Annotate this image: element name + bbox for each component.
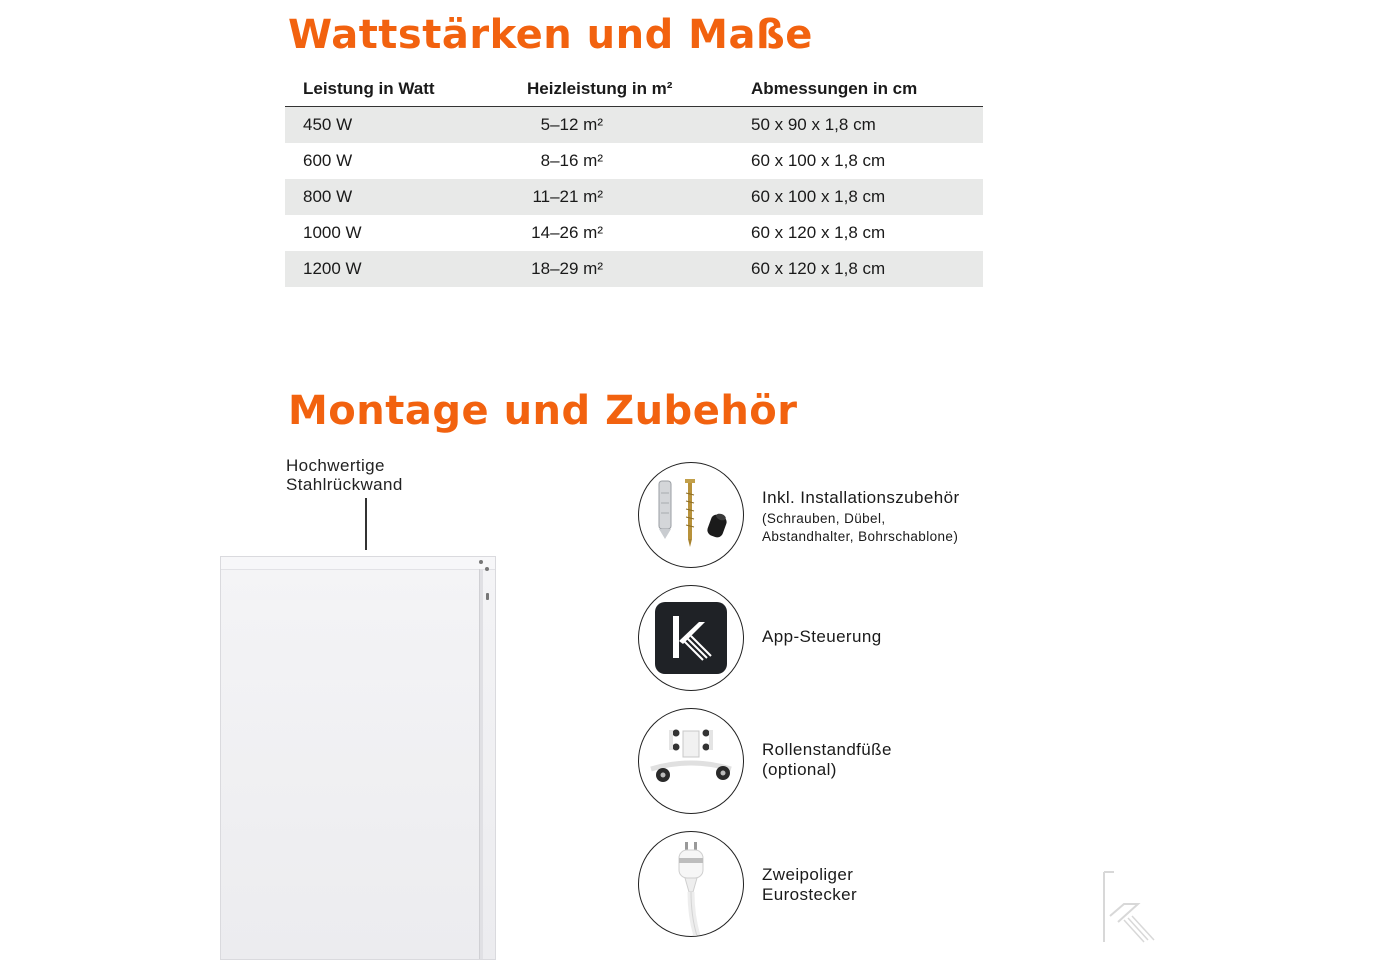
cell-dimensions: 60 x 120 x 1,8 cm bbox=[751, 223, 886, 242]
section-title-wattages: Wattstärken und Maße bbox=[288, 12, 813, 58]
cell-dimensions: 60 x 100 x 1,8 cm bbox=[751, 151, 886, 170]
cell-dimensions: 60 x 100 x 1,8 cm bbox=[733, 179, 983, 215]
cell-heating-area: 5–12 m² bbox=[540, 115, 603, 134]
heater-panel-image bbox=[220, 556, 496, 960]
caster-feet-icon bbox=[638, 708, 744, 814]
feature-text bbox=[762, 740, 892, 780]
brand-watermark-icon bbox=[1100, 870, 1160, 946]
feature-caster-feet bbox=[638, 708, 1038, 816]
feature-title: Zweipoliger bbox=[762, 865, 854, 884]
panel-label-line: Stahlrückwand bbox=[286, 475, 403, 494]
table-row bbox=[285, 215, 983, 251]
cell-heating-area: 11–21 m² bbox=[532, 187, 603, 206]
specs-table bbox=[285, 72, 983, 287]
column-header-heating-area: Heizleistung in m² bbox=[509, 72, 733, 107]
euro-plug-icon bbox=[638, 831, 744, 937]
feature-title: Eurostecker bbox=[762, 885, 858, 904]
feature-title: (optional) bbox=[762, 760, 837, 779]
feature-subtitle: Abstandhalter, Bohrschablone) bbox=[762, 529, 959, 544]
feature-subtitle: (Schrauben, Dübel, bbox=[762, 511, 886, 526]
feature-installation-accessories bbox=[638, 462, 1038, 570]
cell-power: 800 W bbox=[285, 179, 509, 215]
panel-label-line: Hochwertige bbox=[286, 456, 385, 475]
column-header-power: Leistung in Watt bbox=[285, 72, 509, 107]
table-row bbox=[285, 107, 983, 144]
cell-dimensions: 60 x 120 x 1,8 cm bbox=[733, 251, 983, 287]
screw-dot bbox=[479, 560, 483, 564]
feature-text bbox=[762, 865, 857, 905]
panel-top-edge bbox=[221, 557, 495, 570]
table-row bbox=[285, 143, 983, 179]
feature-app-control bbox=[638, 585, 1038, 693]
screws-dowel-icon bbox=[638, 462, 744, 568]
leader-line bbox=[365, 498, 367, 550]
feature-text bbox=[762, 627, 882, 647]
cell-heating-area: 8–16 m² bbox=[540, 151, 603, 170]
cell-dimensions: 50 x 90 x 1,8 cm bbox=[733, 107, 983, 144]
bracket-mark bbox=[486, 593, 489, 600]
cell-power: 600 W bbox=[303, 151, 353, 170]
section-title-mounting: Montage und Zubehör bbox=[288, 388, 798, 434]
feature-title: App-Steuerung bbox=[762, 627, 882, 646]
cell-heating-area: 18–29 m² bbox=[531, 259, 603, 278]
cell-power: 450 W bbox=[285, 107, 509, 144]
table-row bbox=[285, 179, 983, 215]
cell-power: 1200 W bbox=[285, 251, 509, 287]
panel-side-edge bbox=[479, 569, 483, 959]
feature-title: Inkl. Installationszubehör bbox=[762, 488, 960, 507]
feature-text bbox=[762, 488, 960, 546]
cell-heating-area: 14–26 m² bbox=[531, 223, 603, 242]
feature-euro-plug bbox=[638, 831, 1038, 939]
app-k-logo-icon bbox=[638, 585, 744, 691]
table-row bbox=[285, 251, 983, 287]
column-header-dimensions: Abmessungen in cm bbox=[733, 72, 983, 107]
screw-dot bbox=[485, 567, 489, 571]
table-header-row bbox=[285, 72, 983, 107]
feature-title: Rollenstandfüße bbox=[762, 740, 892, 759]
panel-label bbox=[286, 456, 403, 494]
cell-power: 1000 W bbox=[303, 223, 362, 242]
